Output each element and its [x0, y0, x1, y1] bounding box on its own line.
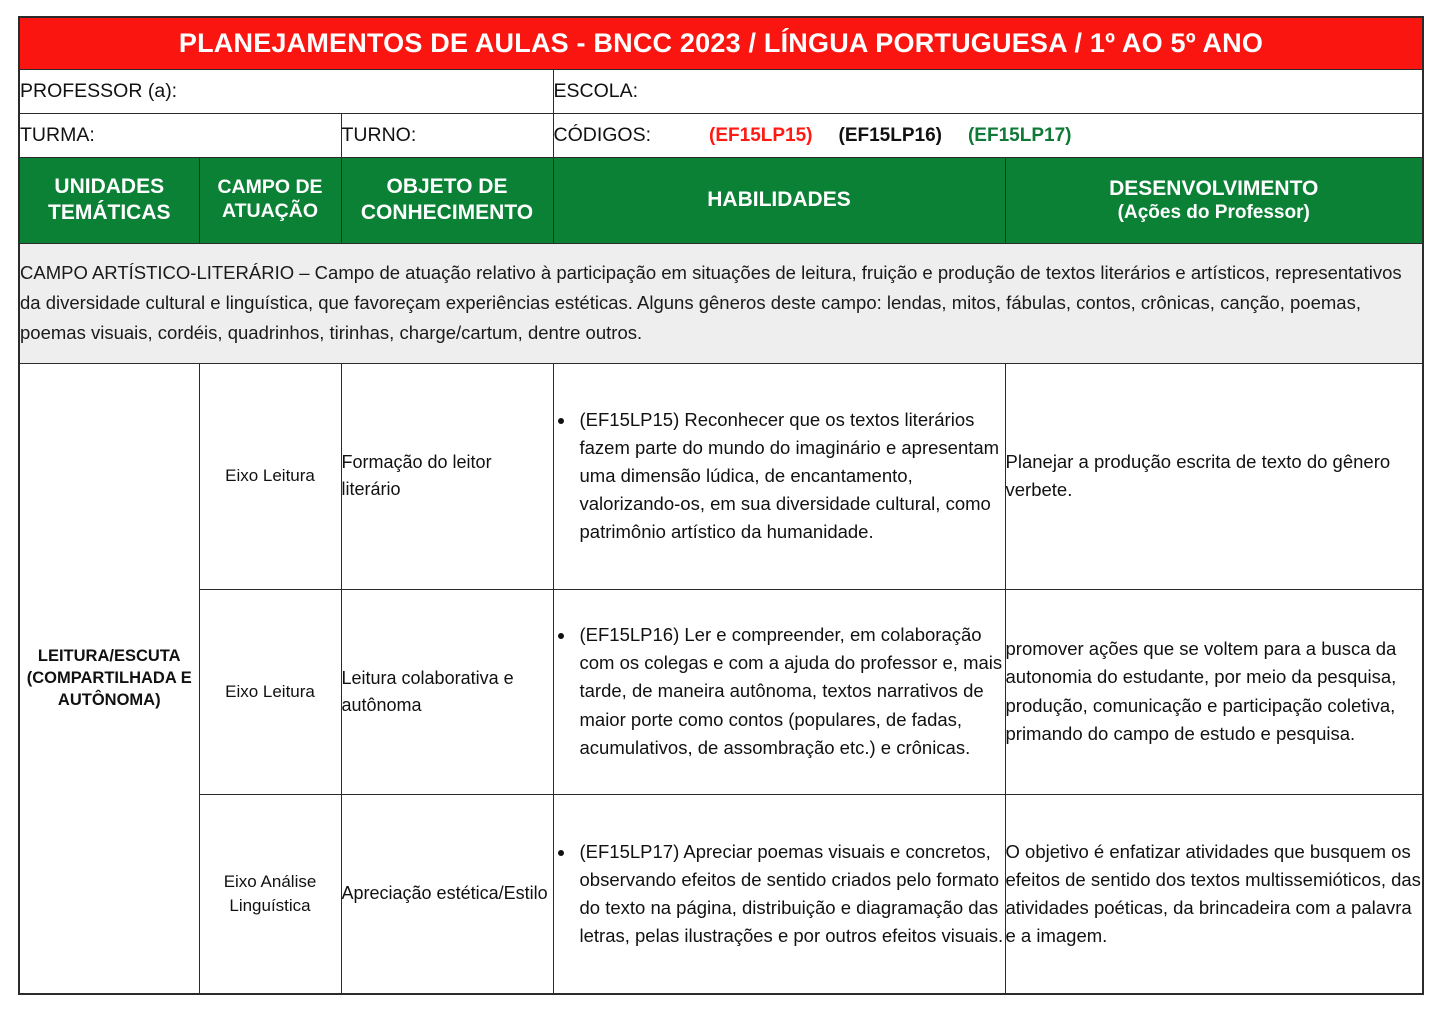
habilidade-item: • (EF15LP17) Apreciar poemas visuais e concretos, observando efeitos de sentido criados pelo formato do texto na página, distribuição e diagramação das letras, pelas ilustrações e por outros efeitos visuais. [576, 838, 1005, 950]
table-row [19, 794, 1423, 994]
header-unidades-line1: UNIDADES [54, 175, 165, 199]
header-objeto-line1: OBJETO DE [386, 175, 508, 199]
table-row [19, 589, 1423, 794]
column-header-row [19, 157, 1423, 243]
campo-atuacao-cell [199, 363, 341, 589]
habilidade-list [554, 621, 1005, 762]
header-habilidades-label: HABILIDADES [707, 188, 851, 212]
codigos-label: CÓDIGOS: [553, 123, 652, 146]
campo-atuacao-text: Eixo Análise Linguística [223, 871, 317, 915]
campo-atuacao-cell [199, 589, 341, 794]
title-banner [19, 17, 1423, 69]
campo-atuacao-text: Eixo Leitura [225, 466, 315, 486]
turma-label: TURMA: [20, 123, 95, 146]
habilidade-list [554, 406, 1005, 547]
header-desenvolvimento-line2: (Ações do Professor) [1117, 202, 1310, 224]
desenvolvimento-cell [1005, 363, 1423, 589]
professor-escola-row [19, 69, 1423, 113]
header-desenvolvimento [1005, 157, 1423, 243]
unidade-line3: AUTÔNOMA) [57, 691, 161, 710]
campo-artistico-literario-band [19, 243, 1423, 363]
habilidade-cell [553, 363, 1005, 589]
codigo-ef15lp17: (EF15LP17) [967, 124, 1072, 146]
objeto-conhecimento-cell [341, 794, 553, 994]
unidade-line1: LEITURA/ESCUTA [37, 646, 181, 665]
objeto-conhecimento-text: Apreciação estética/Estilo [341, 883, 548, 904]
turno-field[interactable] [341, 113, 553, 157]
turma-field[interactable] [19, 113, 341, 157]
header-unidades-line2: TEMÁTICAS [48, 201, 171, 224]
unidade-tematica-cell [19, 363, 199, 994]
header-desenvolvimento-line1: DESENVOLVIMENTO [1109, 176, 1319, 200]
header-objeto-conhecimento [341, 157, 553, 243]
codigo-ef15lp15: (EF15LP15) [709, 124, 813, 146]
unidade-line2: (COMPARTILHADA E [26, 669, 192, 688]
professor-label: PROFESSOR (a): [20, 79, 178, 102]
escola-label: ESCOLA: [553, 79, 639, 102]
desenvolvimento-text: O objetivo é enfatizar atividades que busquem os efeitos de sentido dos textos multissemióticos, das atividades poéticas, da brincadeira com a palavra e a imagem. [1005, 840, 1421, 946]
desenvolvimento-cell [1005, 794, 1423, 994]
title-row [19, 17, 1423, 69]
table-row [19, 363, 1423, 589]
document-title: PLANEJAMENTOS DE AULAS - BNCC 2023 / LÍNGUA PORTUGUESA / 1º AO 5º ANO [178, 28, 1264, 59]
campo-atuacao-text: Eixo Leitura [225, 681, 315, 701]
turno-label: TURNO: [341, 123, 417, 146]
header-objeto-line2: CONHECIMENTO [360, 201, 534, 224]
codigos-field [553, 113, 1423, 157]
header-campo-line2: ATUAÇÃO [221, 200, 319, 222]
header-habilidades [553, 157, 1005, 243]
professor-field[interactable] [19, 69, 553, 113]
turma-turno-codigos-row [19, 113, 1423, 157]
objeto-conhecimento-text: Formação do leitor literário [341, 452, 492, 499]
planning-table [18, 16, 1424, 995]
desenvolvimento-text: Planejar a produção escrita de texto do gênero verbete. [1005, 450, 1391, 500]
habilidade-cell [553, 589, 1005, 794]
desenvolvimento-text: promover ações que se voltem para a busca da autonomia do estudante, por meio da pesquisa, produção, comunicação e participação coletiva, primando do campo de estudo e pesquisa. [1005, 638, 1397, 744]
header-campo-atuacao [199, 157, 341, 243]
habilidade-item: • (EF15LP15) Reconhecer que os textos literários fazem parte do mundo do imaginário e apresentam uma dimensão lúdica, de encantamento, valorizando-os, em sua diversidade cultural, como patrimônio artístico da humanidade. [576, 406, 1005, 547]
codigo-ef15lp16: (EF15LP16) [838, 124, 942, 146]
objeto-conhecimento-cell [341, 589, 553, 794]
objeto-conhecimento-cell [341, 363, 553, 589]
habilidade-cell [553, 794, 1005, 994]
campo-band-row [19, 243, 1423, 363]
objeto-conhecimento-text: Leitura colaborativa e autônoma [341, 667, 514, 715]
escola-field[interactable] [553, 69, 1423, 113]
habilidade-list [554, 838, 1005, 950]
campo-atuacao-cell [199, 794, 341, 994]
header-unidades-tematicas [19, 157, 199, 243]
habilidade-item: • (EF15LP16) Ler e compreender, em colaboração com os colegas e com a ajuda do professor e, mais tarde, de maneira autônoma, textos narrativos de maior porte como contos (populares, de fadas, acumulativos, de assombração etc.) e crônicas. [576, 621, 1005, 762]
desenvolvimento-cell [1005, 589, 1423, 794]
header-campo-line1: CAMPO DE [217, 176, 323, 199]
campo-band-text: CAMPO ARTÍSTICO-LITERÁRIO – Campo de atuação relativo à participação em situações de leitura, fruição e produção de textos literários e artísticos, representativos da diversidade cultural e linguística, que favoreçam experiências estéticas. Alguns gêneros deste campo: lendas, mitos, fábulas, contos, crônicas, canção, poemas, poemas visuais, cordéis, quadrinhos, tirinhas, charge/cartum, dentre outros. [20, 262, 1402, 343]
